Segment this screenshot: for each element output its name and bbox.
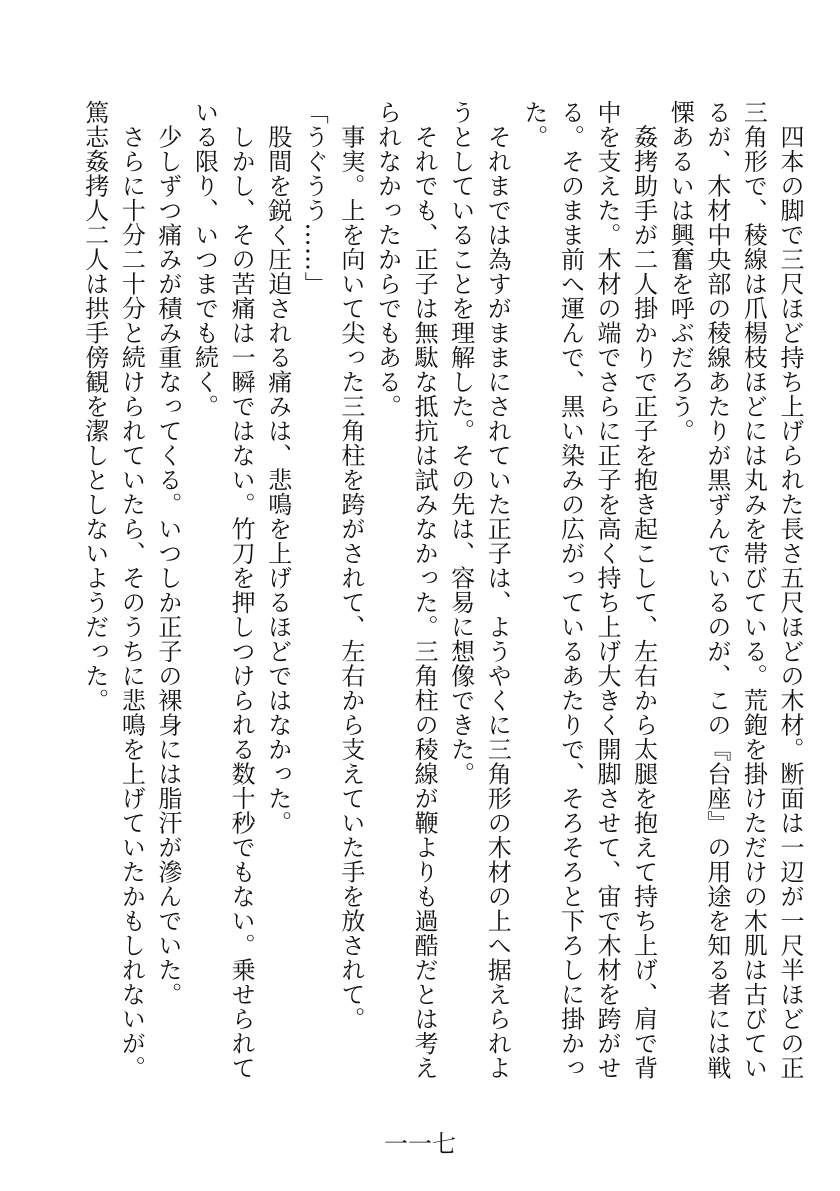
text-line: それでも、正子は無駄な抵抗は試みなかった。三角柱の稜線が鞭よりも過酷だとは考え [410,100,439,1080]
text-line: 股間を鋭く圧迫される痛みは、悲鳴を上げるほどではなかった。 [263,100,292,835]
text-line: 事実。上を向いて尖った三角柱を跨がされて、左右から支えていた手を放されて。 [336,100,365,1031]
text-line: 慄あるいは興奮を呼ぶだろう。 [666,100,695,443]
text-line: 「うぐうう……」 [300,100,329,296]
text-line: 中を支えた。木材の端でさらに正子を高く持ち上げ大きく開脚させて、宙で木材を跨がせ [593,100,622,1080]
text-line: た。 [519,100,548,149]
text-line: 篤志姦拷人二人は拱手傍観を潔しとしないようだった。 [80,100,109,713]
text-line: いる限り、いつまでも続く。 [190,100,219,419]
body-text [76,100,808,1080]
text-line: 四本の脚で三尺ほど持ち上げられた長さ五尺ほどの木材。断面は一辺が一尺半ほどの正 [776,100,804,1080]
text-line: うとしていることを理解した。その先は、容易に想像できた。 [446,100,475,786]
text-line: それまでは為すがままにされていた正子は、ようやくに三角形の木材の上へ据えられよ [483,100,512,1080]
page-number: 一一七 [384,1130,456,1158]
text-line: 三角形で、稜線は爪楊枝ほどには丸みを帯びている。荒鉋を掛けただけの木肌は古びてい [739,100,768,1080]
text-line: 姦拷助手が二人掛かりで正子を抱き起こして、左右から太腿を抱えて持ち上げ、肩で背 [629,100,658,1080]
text-line: られなかったからでもある。 [373,100,402,419]
text-line: しかし、その苦痛は一瞬ではない。竹刀を押しつけられる数十秒でもない。乗せられて [227,100,256,1080]
text-line: さらに十分二十分と続けられていたら、そのうちに悲鳴を上げていたかもしれないが。 [117,100,146,1080]
text-line: るが、木材中央部の稜線あたりが黒ずんでいるのが、この『台座』の用途を知る者には戦 [702,100,731,1080]
text-line: る。そのまま前へ運んで、黒い染みの広がっているあたりで、そろそろと下ろしに掛かっ [556,100,585,1080]
text-line: 少しずつ痛みが積み重なってくる。いつしか正子の裸身には脂汗が滲んでいた。 [153,100,182,1007]
